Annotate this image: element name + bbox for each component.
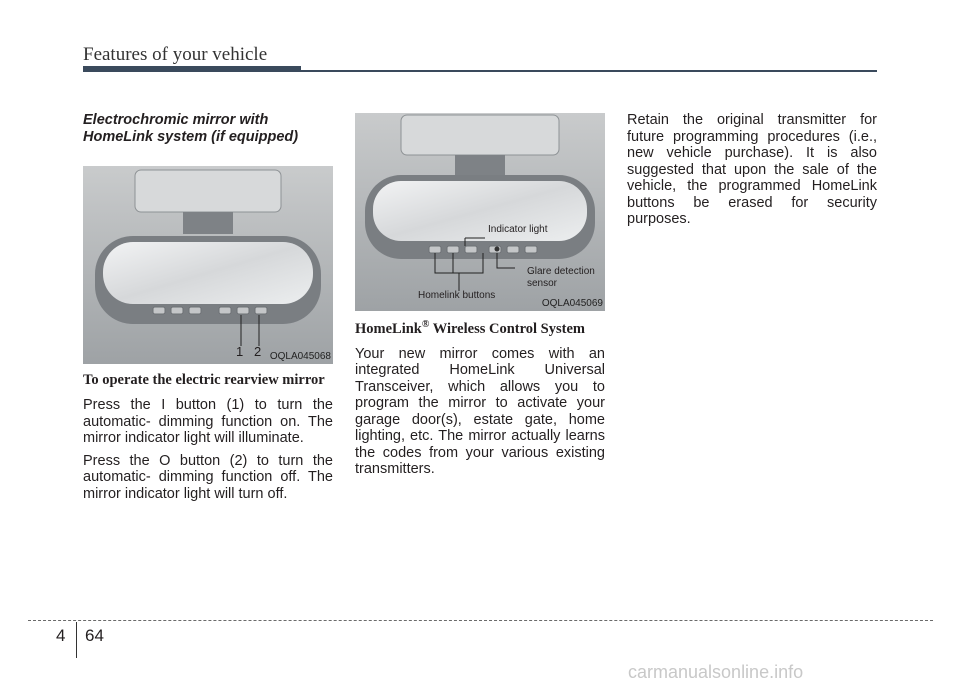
- column-3: [627, 112, 877, 234]
- homelink-heading-main: HomeLink: [355, 320, 422, 337]
- homelink-heading: [355, 319, 605, 338]
- watermark: carmanualsonline.info: [628, 662, 804, 682]
- para-turn-off: Press the O button (2) to turn the automatic- dimming function off. The mirror indicator light will turn off.: [83, 452, 333, 502]
- figure-code: OQLA045069: [541, 298, 603, 309]
- footer-dashed-rule: [28, 620, 933, 621]
- homelink-heading-rest: Wireless Control System: [429, 320, 585, 337]
- header-rule-thick: [83, 66, 301, 72]
- mirror-subheading: Electrochromic mirror with HomeLink system (if equipped): [83, 112, 299, 145]
- mirror-illustration: [83, 166, 333, 364]
- column-1: [83, 112, 333, 508]
- callout-2: 2: [254, 344, 262, 359]
- label-indicator-light: Indicator light: [488, 224, 548, 235]
- homelink-mirror-illustration: [355, 113, 605, 311]
- header-rule-thin: [301, 70, 877, 72]
- figure-code: OQLA045068: [269, 351, 331, 362]
- label-glare-sensor-2: sensor: [527, 278, 558, 289]
- figure-mirror-buttons: [83, 166, 333, 364]
- para-turn-on: Press the I button (1) to turn the automatic- dimming function on. The mirror indicator light will illuminate.: [83, 397, 333, 446]
- figure-homelink: [355, 113, 605, 311]
- column-2: [355, 112, 605, 484]
- page-number: 64: [85, 626, 104, 645]
- page-separator: [76, 622, 77, 658]
- label-homelink-buttons: Homelink buttons: [418, 290, 496, 301]
- para-retain-transmitter: Retain the original transmitter for future programming procedures (i.e., new vehicle purchase). It is also suggested that upon the sale of the vehicle, the programmed HomeLink buttons be erased for security purposes.: [627, 112, 877, 227]
- header-title: Features of your vehicle: [83, 44, 268, 65]
- para-homelink: Your new mirror comes with an integrated HomeLink Universal Transceiver, which allows you to program the mirror to activate your garage door(s), estate gate, home lighting, etc. The mirror actually learns the codes from your various existing transmitters.: [355, 345, 605, 478]
- registered-mark: ®: [421, 319, 430, 330]
- section-number: 4: [56, 626, 66, 645]
- callout-1: 1: [236, 344, 244, 359]
- operate-heading: To operate the electric rearview mirror: [83, 372, 325, 388]
- label-glare-sensor-1: Glare detection: [527, 266, 595, 277]
